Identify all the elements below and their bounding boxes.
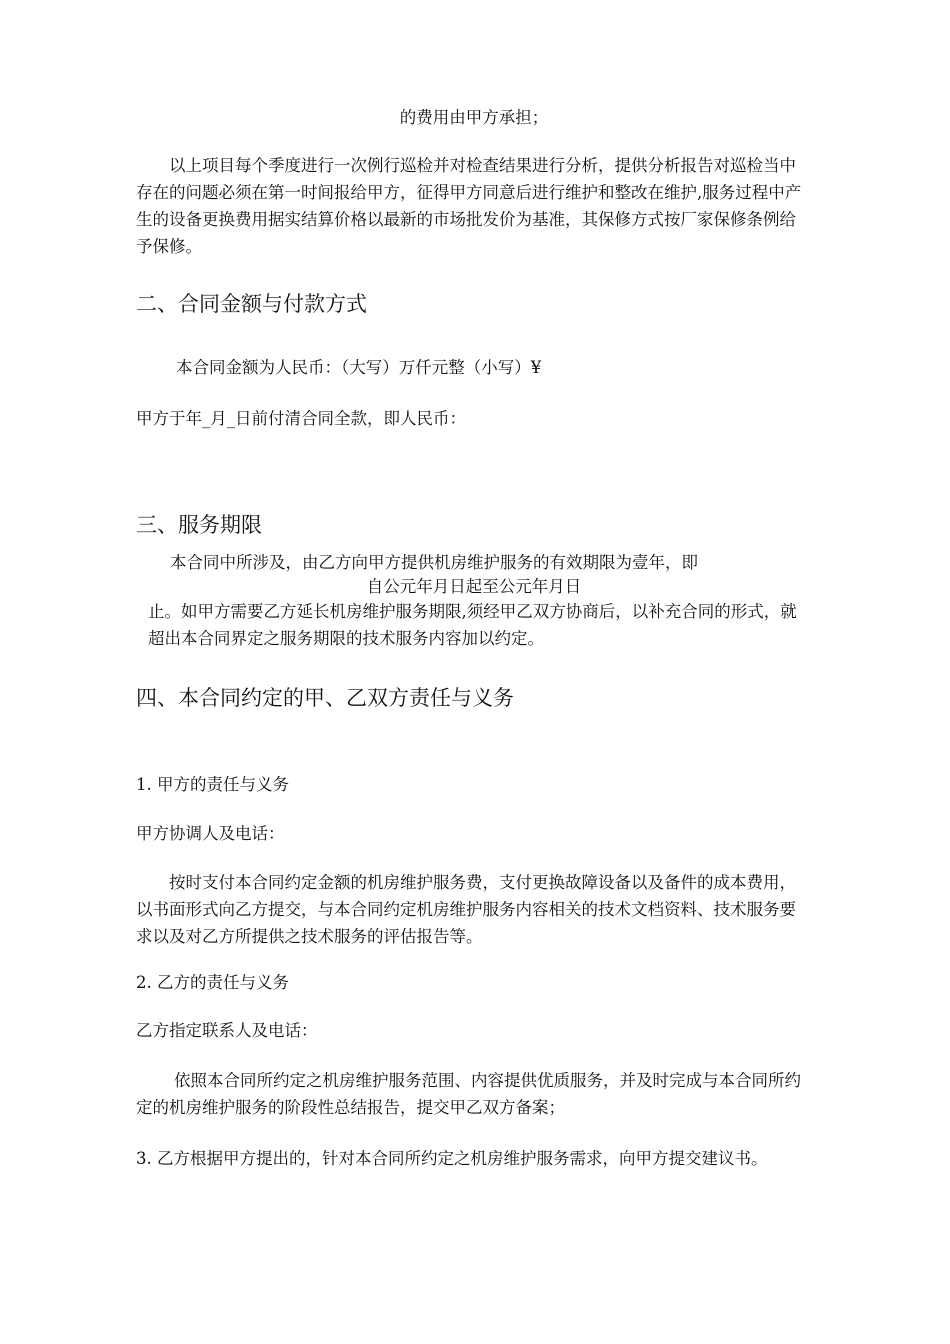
party-b-title: 2. 乙方的责任与义务: [136, 973, 289, 992]
service-term-line-1: 本合同中所涉及，由乙方向甲方提供机房维护服务的有效期限为壹年，即: [170, 553, 698, 572]
party-a-contact: 甲方协调人及电话：: [136, 824, 285, 843]
contract-amount-text: 本合同金额为人民币：（大写）万仟元整（小写）¥: [176, 358, 542, 377]
party-b-proposal-paragraph: 3. 乙方根据甲方提出的，针对本合同所约定之机房维护服务需求，向甲方提交建议书。: [136, 1149, 768, 1168]
section-heading-contract-amount: 二、合同金额与付款方式: [136, 292, 367, 316]
continuation-line: 的费用由甲方承担；: [399, 108, 549, 127]
party-a-duties-paragraph: 按时支付本合同约定金额的机房维护服务费，支付更换故障设备以及备件的成本费用，以书面形式向乙方提交，与本合同约定机房维护服务内容相关的技术文档资料、技术服务要求以及对乙方所提供之技术服务的评估报告等。: [136, 873, 796, 946]
party-b-contact: 乙方指定联系人及电话：: [136, 1021, 318, 1040]
service-term-line-3: 止。如甲方需要乙方延长机房维护服务期限,须经甲乙双方协商后，以补充合同的形式，就超出本合同界定之服务期限的技术服务内容加以约定。: [148, 602, 797, 648]
section-heading-responsibilities: 四、本合同约定的甲、乙双方责任与义务: [136, 686, 514, 710]
service-term-line-2: 自公元年月日起至公元年月日: [366, 577, 582, 596]
party-a-title: 1. 甲方的责任与义务: [136, 775, 289, 794]
payment-text: 甲方于年_月_日前付清合同全款，即人民币：: [136, 409, 466, 428]
section-heading-service-term: 三、服务期限: [136, 513, 262, 537]
party-b-duties-paragraph: 依照本合同所约定之机房维护服务范围、内容提供优质服务，并及时完成与本合同所约定的机房维护服务的阶段性总结报告，提交甲乙双方备案；: [136, 1071, 801, 1117]
inspection-paragraph: 以上项目每个季度进行一次例行巡检并对检查结果进行分析，提供分析报告对巡检当中存在的问题必须在第一时间报给甲方，征得甲方同意后进行维护和整改在维护,服务过程中产生的设备更换费用据实结算价格以最新的市场批发价为基准，其保修方式按厂家保修条例给予保修。: [136, 156, 802, 256]
